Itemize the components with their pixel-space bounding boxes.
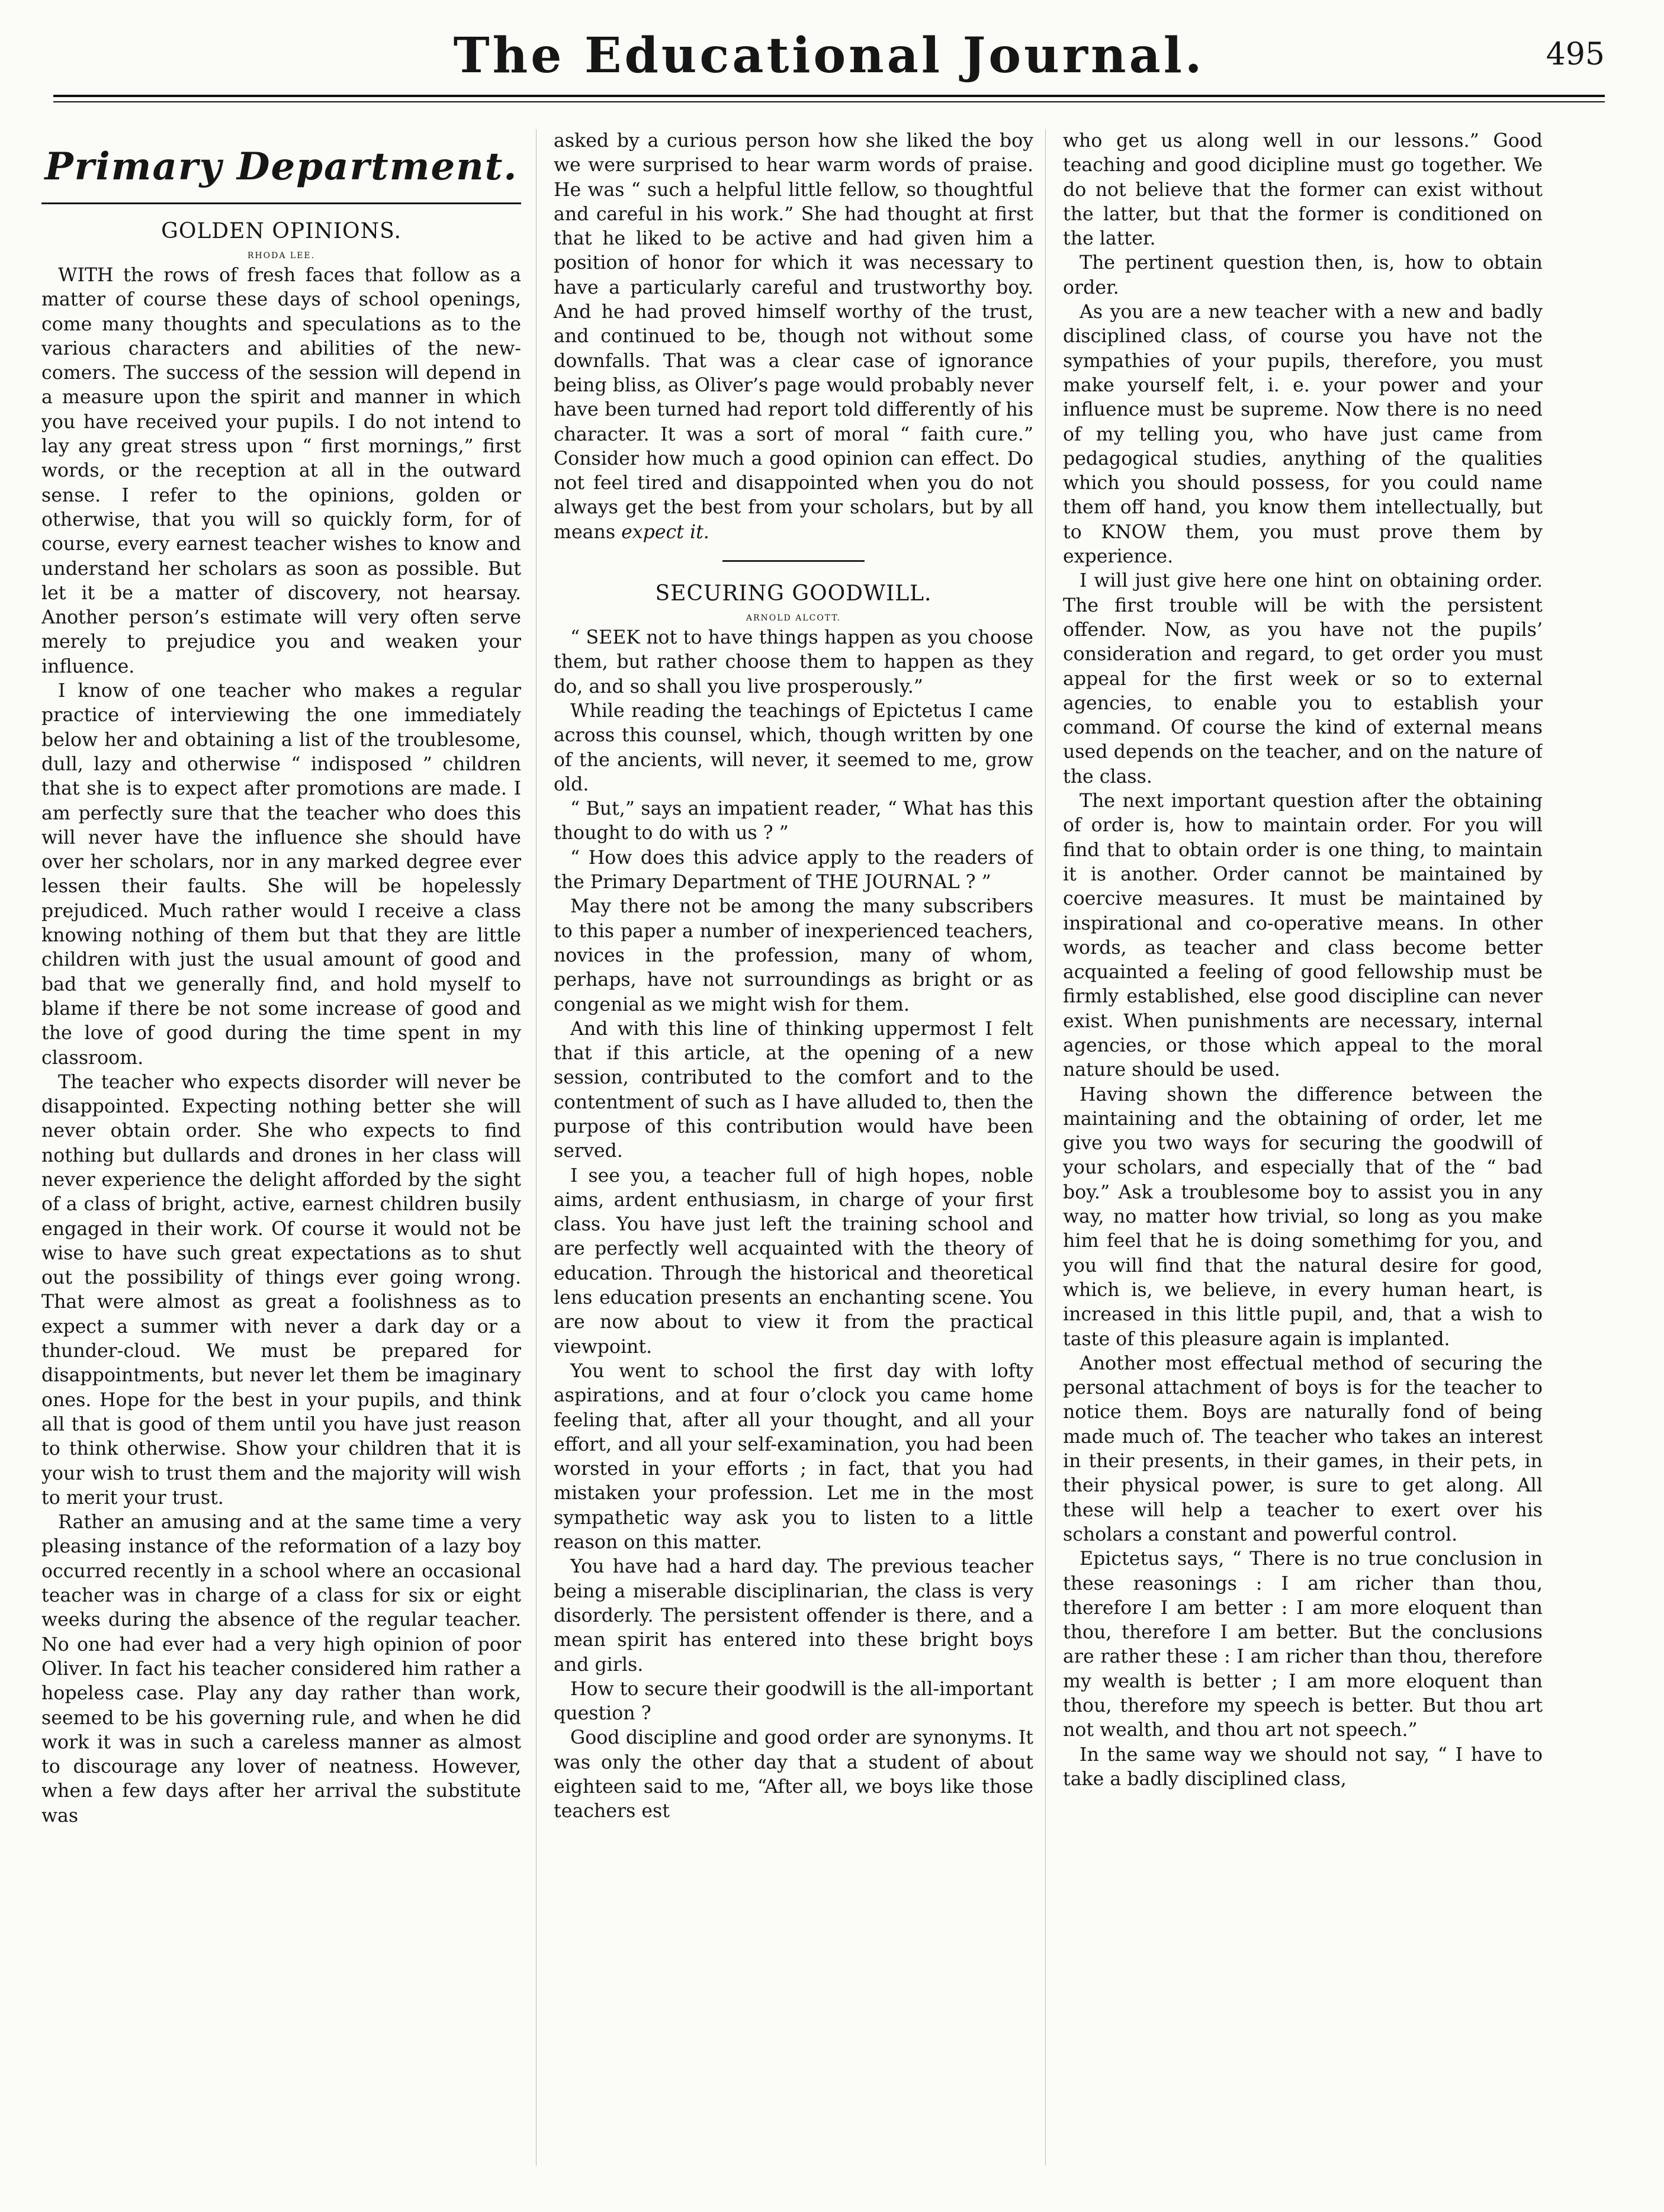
column-3 [1063, 129, 1543, 2178]
emphasis-text: expect it. [621, 521, 709, 543]
article-paragraph: The teacher who expects disorder will never be disappointed. Expecting nothing better she will never obtain order. She who expects to find nothing but dullards and drones in her class will never experience the delight afforded by the sight of a class of bright, active, earnest children busily engaged in their work. Of course it would not be wise to have such great expectations as to shut out the possibility of things ever going wrong. That were almost as great a foolishness as to expect a summer with never a dark day or a thunder-cloud. We must be prepared for disappointments, but never let them be imaginary ones. Hope for the best in your pupils, and think all that is good of them until you have just reason to think otherwise. Show your children that it is your wish to trust them and the majority will wish to merit your trust. [41, 1071, 521, 1509]
article-paragraph: WITH the rows of fresh faces that follow as a matter of course these days of school openings, come many thoughts and speculations as to the various characters and abilities of the new-comers. The success of the session will depend in a measure upon the spirit and manner in which you have received your pupils. I do not intend to lay any great stress upon “ first mornings,” first words, or the reception at all in the outward sense. I refer to the opinions, golden or otherwise, that you will so quickly form, for of course, every earnest teacher wishes to know and understand her scholars as soon as possible. But let it be a matter of discovery, not hearsay. Another person’s estimate will very often serve merely to prejudice you and weaken your influence. [41, 265, 521, 677]
continued-text: asked by a curious person how she liked the boy we were surprised to hear warm words of praise. He was “ such a helpful little fellow, so thoughtful and careful in his work.” She had thought at first that he liked to be active and had given him a position of honor for which it was necessary to have a particularly careful and trustworthy boy. And he had proved himself worthy of the trust, and continued to be, though not without some downfalls. That was a clear case of ignorance being bliss, as Oliver’s page would probably never have been turned had report told differently of his character. It was a sort of moral “ faith cure.” Consider how much a good opinion can effect. Do not feel tired and disappointed when you do not always get the best from your scholars, but by all means [554, 130, 1033, 543]
article-paragraph: Epictetus says, “ There is no true conclusion in these reasonings : I am richer than thou, therefore I am better : I am more eloquent than thou, therefore I am better. But the conclusions are rather these : I am richer than thou, therefore my wealth is better ; I am more eloquent than thou, therefore my speech is better. But thou art not wealth, and thou art not speech.” [1063, 1548, 1543, 1741]
article-paragraph-continued [554, 129, 1033, 545]
page-number: 495 [1546, 37, 1605, 72]
department-heading: Primary Department. [44, 144, 518, 189]
article-paragraph: I will just give here one hint on obtaining order. The first trouble will be with the persistent offender. Now, as you have not the pupils’ consideration and regard, to get order you must appeal for the first week or so to external agencies, to enable you to establish your command. Of course the kind of external means used depends on the teacher, and on the nature of the class. [1063, 570, 1543, 787]
article-paragraph: Rather an amusing and at the same time a very pleasing instance of the reformation of a lazy boy occurred recently in a school where an occasional teacher was in charge of a class for six or eight weeks during the absence of the regular teacher. No one had ever had a very high opinion of poor Oliver. In fact his teacher considered him rather a hopeless case. Play any day rather than work, seemed to be his governing rule, and when he did work it was in such a careless manner as almost to discourage any lover of neatness. However, when a few days after her arrival the substitute was [41, 1512, 521, 1827]
column-divider [536, 129, 537, 2166]
article-paragraph: While reading the teachings of Epictetus I came across this counsel, which, though written by one of the ancients, will never, it seemed to me, grow old. [554, 700, 1033, 795]
article-paragraph: “ But,” says an impatient reader, “ What has this thought to do with us ? ” [554, 798, 1033, 844]
article-paragraph: How to secure their goodwill is the all-important question ? [554, 1678, 1033, 1725]
article-paragraph: The next important question after the obtaining of order is, how to maintain order. For you will find that to obtain order is one thing, to maintain it is another. Order cannot be maintained by coercive measures. It must be maintained by inspirational and co-operative means. In other words, as teacher and class become better acquainted a feeling of good fellowship must be firmly established, else good discipline can never exist. When punishments are necessary, internal agencies, or those which appeal to the moral nature should be used. [1063, 790, 1543, 1081]
column-1 [41, 129, 521, 2178]
masthead-rule-thin [53, 101, 1605, 102]
article-paragraph: And with this line of thinking uppermost I felt that if this article, at the opening of a new session, contributed to the comfort and to the contentment of such as I have alluded to, then the purpose of this contribution would have been served. [554, 1018, 1033, 1162]
article-title: SECURING GOODWILL. [655, 581, 932, 606]
article-paragraph: May there not be among the many subscribers to this paper a number of inexperienced teachers, novices in the profession, many of whom, perhaps, have not surroundings as bright or as congenial as we might wish for them. [554, 896, 1033, 1015]
article-paragraph: As you are a new teacher with a new and badly disciplined class, of course you have not the sympathies of your pupils, therefore, you must make yourself felt, i. e. your power and your influence must be supreme. Now there is no need of my telling you, who have just came from pedagogical studies, anything of the qualities which you should possess, for you could name them off hand, you know them intellectually, but to KNOW them, you must prove them by experience. [1063, 301, 1543, 568]
article-paragraph: The pertinent question then, is, how to obtain order. [1063, 252, 1543, 298]
article-paragraph: In the same way we should not say, “ I have to take a badly disciplined class, [1063, 1744, 1543, 1790]
article-byline: ARNOLD ALCOTT. [746, 613, 841, 623]
article-paragraph: You went to school the first day with lofty aspirations, and at four o’clock you came home feeling that, after all your thought, and all your effort, and all your self-examination, you had been worsted in your efforts ; in fact, that you had mistaken your profession. Let me in the most sympathetic way ask you to listen to a little reason on this matter. [554, 1360, 1033, 1554]
article-byline: RHODA LEE. [247, 251, 316, 261]
department-heading-rule [41, 202, 521, 204]
article-paragraph: Having shown the difference between the maintaining and the obtaining of order, let me give you two ways for securing the goodwill of your scholars, and especially that of the “ bad boy.” Ask a troublesome boy to assist you in any way, no matter how trivial, so long as you make him feel that he is doing somethimg for you, and you will find that the natural desire for good, which is, we believe, in every human heart, is increased in this little pupil, and, that a wish to taste of this pleasure again is implanted. [1063, 1084, 1543, 1350]
section-rule [722, 560, 865, 562]
column-divider [1045, 129, 1046, 2166]
article-paragraph: I see you, a teacher full of high hopes, noble aims, ardent enthusiasm, in charge of your first class. You have just left the training school and are perfectly well acquainted with the theory of education. Through the historical and theoretical lens education presents an enchanting scene. You are now about to view it from the practical viewpoint. [554, 1165, 1033, 1358]
article-title: GOLDEN OPINIONS. [161, 219, 401, 243]
article-paragraph: “ SEEK not to have things happen as you choose them, but rather choose them to happen as they do, and so shall you live prosperously.” [554, 627, 1033, 697]
article-paragraph: I know of one teacher who makes a regular practice of interviewing the one immediately below her and obtaining a list of the troublesome, dull, lazy and otherwise “ indisposed ” children that she is to expect after promotions are made. I am perfectly sure that the teacher who does this will never have the influence she should have over her scholars, nor in any marked degree ever lessen their faults. She will be hopelessly prejudiced. Much rather would I receive a class knowing nothing of them but that they are little children with just the usual amount of good and bad that we generally find, and hold myself to blame if there be not some increase of good and the love of good during the time spent in my classroom. [41, 680, 521, 1069]
masthead [53, 24, 1605, 95]
masthead-rule-thick [53, 95, 1605, 97]
article-paragraph-continued: who get us along well in our lessons.” Good teaching and good dicipline must go together. We do not believe that the former can exist without the latter, but that the former is conditioned on the latter. [1063, 130, 1543, 250]
column-2 [554, 129, 1033, 2178]
article-paragraph: You have had a hard day. The previous teacher being a miserable disciplinarian, the class is very disorderly. The persistent offender is there, and a mean spirit has entered into these bright boys and girls. [554, 1556, 1033, 1676]
article-paragraph: “ How does this advice apply to the readers of the Primary Department of THE JOURNAL ? ” [554, 847, 1033, 893]
article-paragraph: Good discipline and good order are synonyms. It was only the other day that a student of about eighteen said to me, “After all, we boys like those teachers est [554, 1727, 1033, 1822]
journal-title: The Educational Journal. [453, 27, 1205, 84]
article-paragraph: Another most effectual method of securing the personal attachment of boys is for the teacher to notice them. Boys are naturally fond of being made much of. The teacher who takes an interest in their presents, in their games, in their pets, in their physical power, is sure to get along. All these will help a teacher to exert over his scholars a constant and powerful control. [1063, 1352, 1543, 1545]
